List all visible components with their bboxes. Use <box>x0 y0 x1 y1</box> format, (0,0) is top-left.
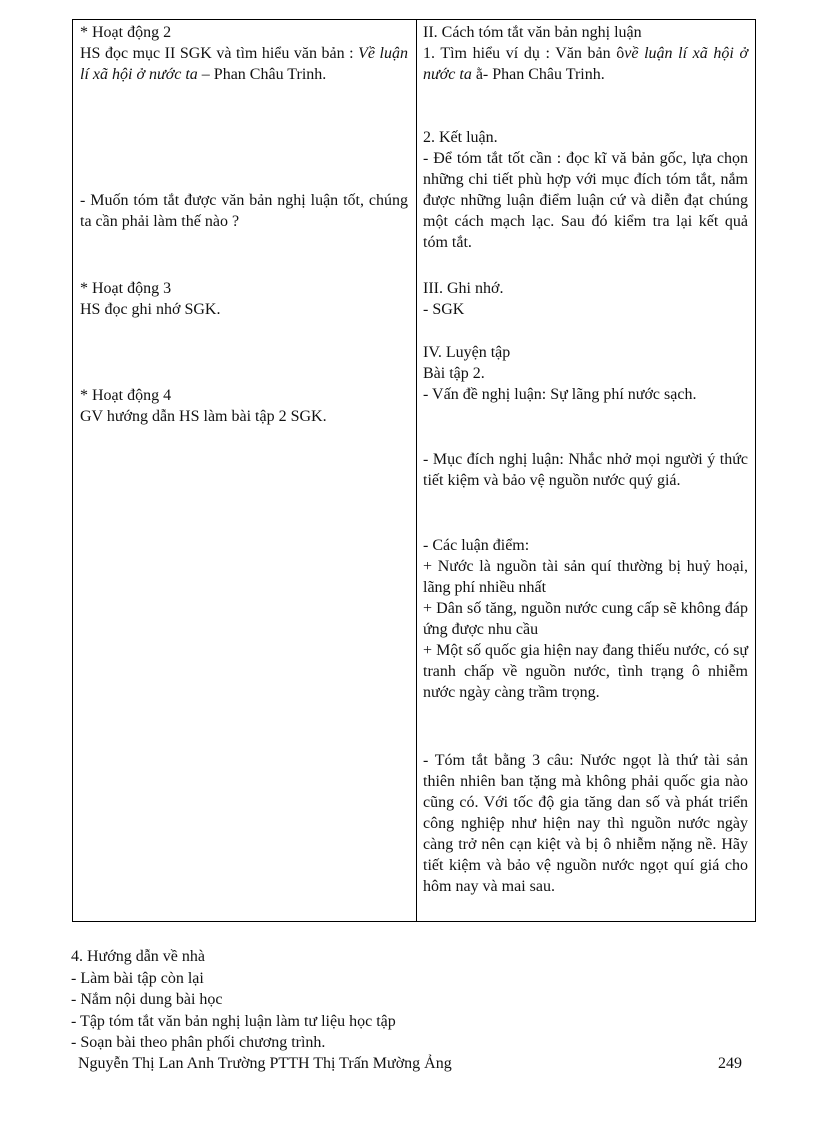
activity-4-title: * Hoạt động 4 <box>80 387 172 404</box>
activity-3-title: * Hoạt động 3 <box>80 280 172 297</box>
homework-item: - Nắm nội dung bài học <box>71 991 223 1008</box>
section-2-heading: II. Cách tóm tắt văn bản nghị luận <box>423 24 642 41</box>
activity-3-block <box>80 278 408 320</box>
section-2-block <box>423 22 748 85</box>
activity-2-intro-prefix: HS đọc mục II SGK và tìm hiểu văn bản : <box>80 45 354 62</box>
conclusion-text: - Để tóm tắt tốt cần : đọc kĩ vă bản gốc, lựa chọn những chi tiết phù hợp với mục đích tóm tắt, nắm được những luận điểm luận cứ và diễn đạt chúng một cách mạch lạc. Sau đó kiểm tra lại kết quả tóm tắt. <box>423 150 748 251</box>
section-3-heading: III. Ghi nhớ. <box>423 280 504 297</box>
homework-heading: 4. Hướng dẫn về nhà <box>71 948 205 965</box>
homework-item: - Soạn bài theo phân phối chương trình. <box>71 1034 326 1051</box>
section-4-block <box>423 342 748 405</box>
activity-2-intro <box>80 43 408 85</box>
conclusion-heading: 2. Kết luận. <box>423 129 498 146</box>
argument-1: + Nước là nguồn tài sản quí thường bị huỷ hoại, lãng phí nhiều nhất <box>423 558 748 596</box>
homework-item: - Tập tóm tắt văn bản nghị luận làm tư liệu học tập <box>71 1012 396 1030</box>
lesson-content-column <box>417 20 755 921</box>
activity-3-text: HS đọc ghi nhớ SGK. <box>80 301 221 318</box>
example-prefix: 1. Tìm hiểu ví dụ : Văn bản ô <box>423 45 625 62</box>
arguments-heading: - Các luận điểm: <box>423 537 530 554</box>
page-number: 249 <box>718 1055 742 1072</box>
example-work-title: về luận lí xã hội ở nước ta <box>423 45 749 83</box>
activity-4-block <box>80 385 408 427</box>
summary-paragraph: - Tóm tắt bằng 3 câu: Nước ngọt là thứ tài sản thiên nhiên ban tặng mà không phải quốc gia nào cũng có. Với tốc độ gia tăng dan số và phát triển công nghiệp như hiện nay thì nguồn nước ngày càng trở nên cạn kiệt và bị ô nhiễm nặng nề. Hãy tiết kiệm và bảo vệ nguồn nước ngọt quí giá cho hôm nay và mai sau. <box>423 752 748 895</box>
arguments-block <box>423 535 748 703</box>
activity-2-work-title: Về luận lí xã hội ở nước ta <box>80 45 408 83</box>
section-2-example <box>423 43 748 85</box>
homework-item: - Làm bài tập còn lại <box>71 969 204 987</box>
conclusion-block <box>423 127 748 253</box>
activity-2-block <box>80 22 408 85</box>
exercise-label: Bài tập 2. <box>423 365 485 382</box>
activity-4-text: GV hướng dẫn HS làm bài tập 2 SGK. <box>80 408 327 425</box>
argument-3: + Một số quốc gia hiện nay đang thiếu nước, có sự tranh chấp về nguồn nước, tình trạng ô nhiễm nước ngày càng trầm trọng. <box>423 642 748 701</box>
homework-section <box>71 946 671 1054</box>
example-suffix: ằ- Phan Châu Trinh. <box>471 66 605 83</box>
exercise-purpose: - Mục đích nghị luận: Nhắc nhở mọi người ý thức tiết kiệm và bảo vệ nguồn nước quý giá. <box>423 451 748 489</box>
section-3-text: - SGK <box>423 301 465 318</box>
lesson-table <box>72 19 756 922</box>
exercise-issue: - Vấn đề nghị luận: Sự lãng phí nước sạch. <box>423 386 697 403</box>
section-4-heading: IV. Luyện tập <box>423 344 511 361</box>
summary-question: - Muốn tóm tắt được văn bản nghị luận tốt, chúng ta cần phải làm thế nào ? <box>80 192 408 230</box>
teacher-activities-column <box>73 20 417 921</box>
author-signature: Nguyễn Thị Lan Anh Trường PTTH Thị Trấn Mường Ảng <box>78 1055 452 1072</box>
activity-2-author: – Phan Châu Trinh. <box>197 66 327 83</box>
activity-2-title: * Hoạt động 2 <box>80 24 172 41</box>
section-3-block <box>423 278 748 320</box>
argument-2: + Dân số tăng, nguồn nước cung cấp sẽ không đáp ứng được nhu cầu <box>423 600 748 638</box>
